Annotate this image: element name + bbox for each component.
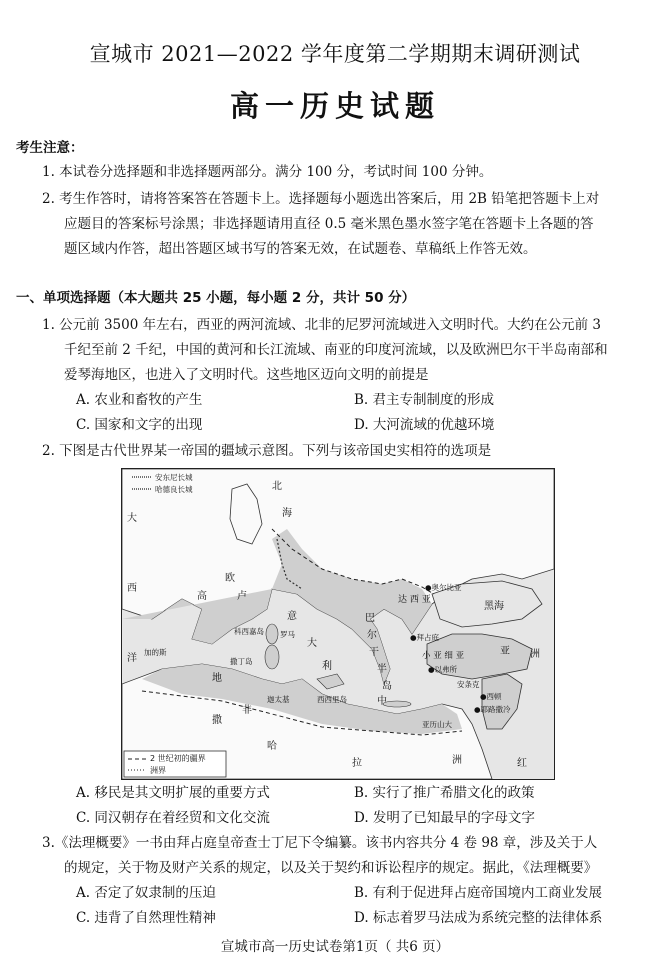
q2-option-b: B. 实行了推广希腊文化的政策 [354, 785, 535, 801]
q2-stem: 2. 下图是古代世界某一帝国的疆域示意图。下列与该帝国史实相符的选项是 [42, 443, 492, 459]
q1-stem-line1: 1. 公元前 3500 年左右，西亚的两河流域、北非的尼罗河流域进入文明时代。大约在公元前 3 [42, 317, 601, 333]
notice-heading: 考生注意： [16, 140, 84, 156]
map-label-carthage: 迦太基 [267, 695, 290, 704]
map-label-cadiz: 加的斯 [144, 648, 167, 657]
map-label-bei: 北 [272, 481, 282, 492]
map-label-da2: 大 [307, 638, 317, 649]
q3-stem-line2: 的规定，关于物及财产关系的规定，以及关于契约和诉讼程序的规定。据此，《法理概要》 [64, 860, 598, 876]
map-label-sa: 撒 [212, 715, 222, 726]
map-label-gao: 高 [197, 591, 207, 602]
q2-option-d: D. 发明了已知最早的字母文字 [354, 810, 535, 826]
notice-item-2-line3: 题区域内作答，超出答题区域书写的答案无效，在试题卷、草稿纸上作答无效。 [64, 241, 537, 257]
map-label-ya: 亚 [500, 646, 510, 657]
map-label-ba: 巴 [365, 613, 375, 624]
q3-stem-line1: 3.《法理概要》一书由拜占庭皇帝查士丁尼下令编纂。该书内容共分 4 卷 98 章，涉及关于人 [42, 835, 598, 851]
map-label-byzantium: ●拜占庭 [410, 633, 440, 642]
map-label-zhong: 中 [377, 696, 387, 707]
map-label-ephesus: ●以弗所 [428, 665, 458, 674]
map-label-ou: 欧 [225, 573, 235, 584]
map-label-hong: 红 [517, 758, 527, 769]
map-label-ha: 哈 [267, 741, 277, 752]
q3-option-d: D. 标志着罗马法成为系统完整的法律体系 [354, 910, 603, 926]
map-label-corsica: 科西嘉岛 [234, 627, 264, 636]
q2-option-a: A. 移民是其文明扩展的重要方式 [76, 785, 270, 801]
exam-title: 宣城市 2021—2022 学年度第二学期期末调研测试 [89, 42, 581, 66]
map-label-sardinia: 撒丁岛 [230, 657, 253, 666]
map-label-sicily: 西西里岛 [317, 695, 347, 704]
notice-item-1: 1. 本试卷分选择题和非选择题两部分。满分 100 分，考试时间 100 分钟。 [42, 164, 493, 180]
map-label-dao: 岛 [382, 681, 392, 692]
map-label-yang: 洋 [127, 653, 137, 664]
page-footer: 宣城市高一历史试卷第1页（ 共6 页） [220, 939, 450, 955]
map-label-zhou: 洲 [530, 649, 540, 660]
map-label-sidon: ●西顿 [480, 692, 502, 701]
q1-option-c: C. 国家和文字的出现 [76, 417, 203, 433]
map-label-hai: 海 [282, 508, 292, 519]
q1-option-d: D. 大河流域的优越环境 [354, 417, 495, 433]
map-label-la: 拉 [352, 758, 362, 769]
map-label-fei: 非 [242, 705, 252, 716]
map-label-jerusalem: ●耶路撒冷 [474, 705, 511, 714]
map-label-da: 大 [127, 513, 137, 524]
notice-item-2-line1: 2. 考生作答时，请将答案答在答题卡上。选择题每小题选出答案后，用 2B 铅笔把答题卡上对 [42, 191, 600, 207]
empire-map [121, 468, 555, 780]
q3-option-b: B. 有利于促进拜占庭帝国境内工商业发展 [354, 885, 603, 901]
legend-continent-line: 洲界 [150, 766, 166, 775]
legend-antonine-wall: 安东尼长城 [155, 473, 193, 482]
map-label-ban: 半 [377, 664, 387, 675]
map-drawing [122, 469, 554, 779]
section-heading: 一、单项选择题（本大题共 25 小题，每小题 2 分，共计 50 分） [16, 290, 416, 306]
map-label-er: 尔 [367, 630, 377, 641]
q1-option-b: B. 君主专制制度的形成 [354, 392, 495, 408]
map-label-olbia: ●奥尔比亚 [425, 583, 462, 592]
legend-hadrian-wall: 哈德良长城 [155, 485, 193, 494]
q1-stem-line3: 爱琴海地区，也进入了文明时代。这些地区迈向文明的前提是 [64, 367, 429, 383]
map-label-yi: 意 [287, 611, 297, 622]
map-label-lu: 卢 [237, 591, 247, 602]
legend-boundary: 2 世纪初的疆界 [150, 754, 206, 763]
map-label-alexandria: 亚历山大 [422, 720, 452, 729]
q3-option-c: C. 违背了自然理性精神 [76, 910, 216, 926]
map-label-di: 地 [212, 673, 222, 684]
map-label-gan: 干 [369, 647, 379, 658]
q3-option-a: A. 否定了奴隶制的压迫 [76, 885, 216, 901]
q1-stem-line2: 千纪至前 2 千纪，中国的黄河和长江流域、南亚的印度河流域，以及欧洲巴尔干半岛南部和 [64, 342, 608, 358]
map-label-xi: 西 [127, 583, 137, 594]
map-label-zhou2: 洲 [452, 755, 462, 766]
map-label-rome: 罗马 [280, 630, 295, 639]
subject-title: 高一历史试题 [229, 89, 440, 123]
map-label-li: 利 [322, 661, 332, 672]
map-label-dacia: 达 西 亚 [398, 595, 431, 605]
map-label-asia-minor: 小 亚 细 亚 [422, 651, 465, 661]
map-label-black-sea: 黑海 [484, 601, 504, 612]
q1-option-a: A. 农业和畜牧的产生 [76, 392, 203, 408]
map-label-antioch: 安条克 [457, 680, 480, 689]
q2-option-c: C. 同汉朝存在着经贸和文化交流 [76, 810, 270, 826]
notice-item-2-line2: 应题目的答案标号涂黑；非选择题请用直径 0.5 毫米黑色墨水签字笔在答题卡上各题的答 [64, 216, 594, 232]
